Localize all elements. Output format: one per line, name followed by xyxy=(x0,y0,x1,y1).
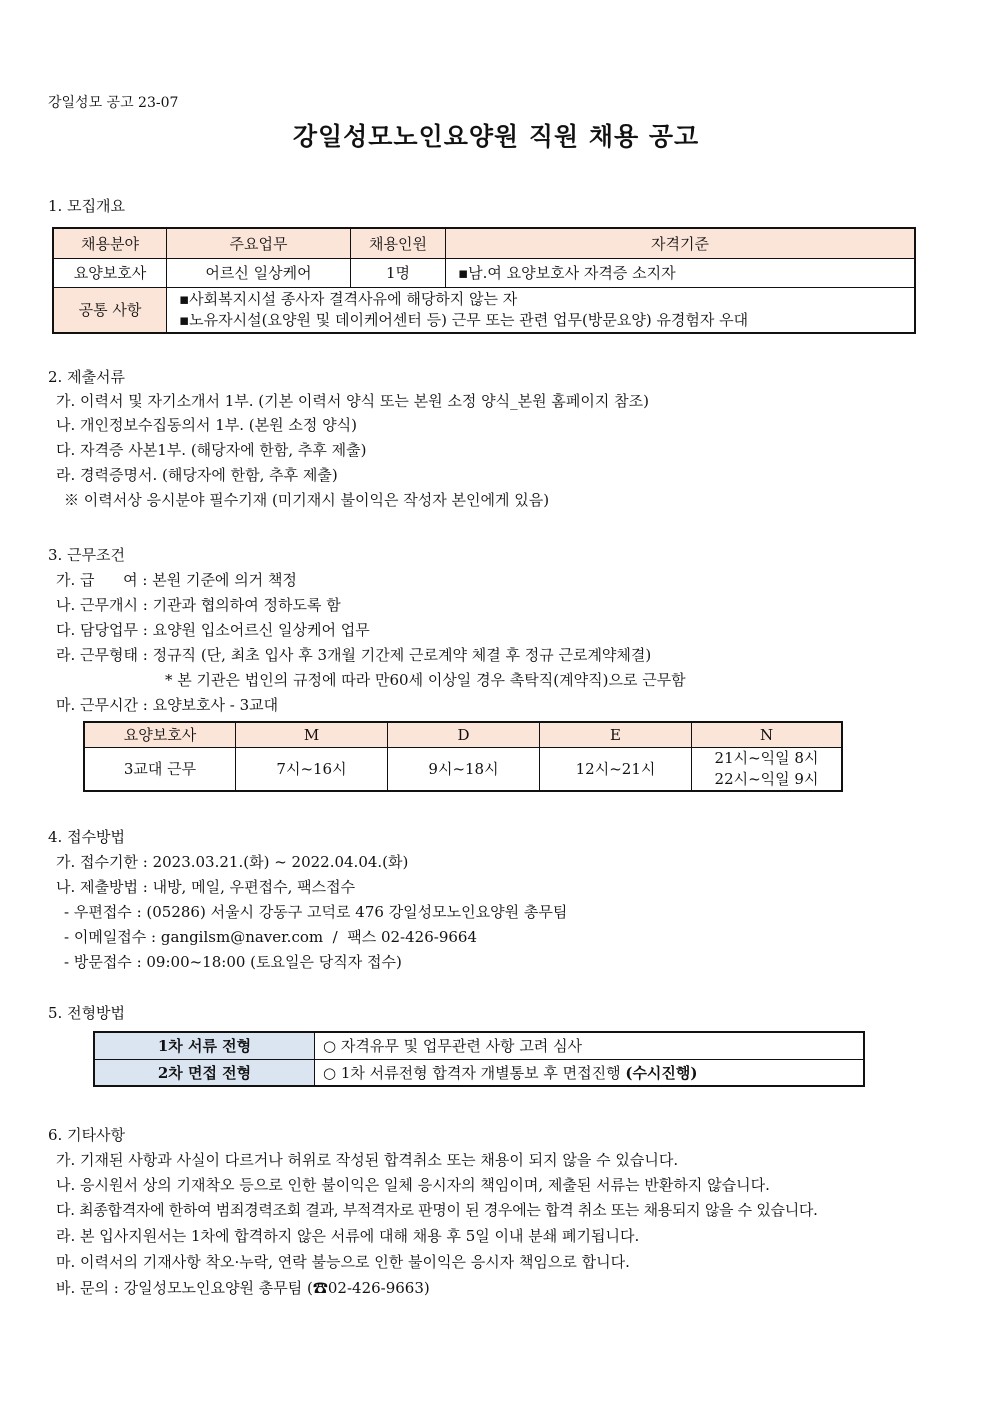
stage-desc-text: ○ 1차 서류전형 합격자 개별통보 후 면접진행 xyxy=(323,1063,626,1082)
stage-desc xyxy=(315,1032,865,1059)
common-label: 공통 사항 xyxy=(53,287,167,333)
list-item: 라. 본 입사지원서는 1차에 합격하지 않은 서류에 대해 채용 후 5일 이내 분쇄 폐기됩니다. xyxy=(56,1227,640,1245)
list-item: - 방문접수 : 09:00~18:00 (토요일은 당직자 접수) xyxy=(64,953,402,971)
table-row xyxy=(53,258,915,287)
list-item: 라. 경력증명서. (해당자에 한함, 추후 제출) xyxy=(56,466,338,484)
shift-m: 7시~16시 xyxy=(236,747,388,791)
list-item: 가. 접수기한 : 2023.03.21.(화) ~ 2022.04.04.(화) xyxy=(56,853,409,871)
shift-n-line: 22시~익일 9시 xyxy=(714,769,819,788)
list-item: 다. 최종합격자에 한하여 범죄경력조회 결과, 부적격자로 판명이 된 경우에는 합격 취소 또는 채용되지 않을 수 있습니다. xyxy=(56,1201,818,1219)
section-2-heading: 2. 제출서류 xyxy=(48,368,126,386)
table-row xyxy=(94,1032,864,1059)
table-header-row xyxy=(84,722,842,747)
section-3-heading: 3. 근무조건 xyxy=(48,546,126,564)
list-item: 나. 근무개시 : 기관과 협의하여 정하도록 함 xyxy=(56,596,341,614)
recruitment-overview-table xyxy=(52,227,916,334)
list-item: 라. 근무형태 : 정규직 (단, 최초 입사 후 3개월 기간제 근로계약 체결 후 정규 근로계약체결) xyxy=(56,646,652,664)
list-item: 다. 담당업무 : 요양원 입소어르신 일상케어 업무 xyxy=(56,621,370,639)
shift-header-label: 요양보호사 xyxy=(84,722,236,747)
cell-duty: 어르신 일상케어 xyxy=(167,258,351,287)
cell-count: 1명 xyxy=(351,258,446,287)
list-item: 마. 이력서의 기재사항 착오·누락, 연락 불능으로 인한 불이익은 응시자 책임으로 합니다. xyxy=(56,1253,630,1271)
page-title: 강일성모노인요양원 직원 채용 공고 xyxy=(292,122,700,151)
note-text: * 본 기관은 법인의 규정에 따라 만60세 이상일 경우 촉탁직(계약직)으로 근무함 xyxy=(165,671,686,689)
shift-table xyxy=(83,721,843,792)
shift-header-d: D xyxy=(388,722,540,747)
section-5-heading: 5. 전형방법 xyxy=(48,1004,126,1022)
common-row xyxy=(53,287,915,333)
stage-label: 1차 서류 전형 xyxy=(94,1032,315,1059)
selection-table xyxy=(93,1031,865,1087)
header-count: 채용인원 xyxy=(351,228,446,258)
notice-number: 강일성모 공고 23-07 xyxy=(48,95,179,111)
list-item: 가. 급 여 : 본원 기준에 의거 책정 xyxy=(56,571,297,589)
table-header-row xyxy=(53,228,915,258)
shift-header-m: M xyxy=(236,722,388,747)
stage-desc-text: ○ 자격유무 및 업무관련 사항 고려 심사 xyxy=(323,1037,583,1056)
section-1-heading: 1. 모집개요 xyxy=(48,197,126,215)
list-item: 마. 근무시간 : 요양보호사 - 3교대 xyxy=(56,696,279,714)
common-item: ▪사회복지시설 종사자 결격사유에 해당하지 않는 자 xyxy=(179,289,518,308)
stage-desc xyxy=(315,1059,865,1086)
stage-desc-emphasis: (수시진행) xyxy=(625,1063,698,1082)
shift-e: 12시~21시 xyxy=(540,747,692,791)
list-item: 가. 이력서 및 자기소개서 1부. (기본 이력서 양식 또는 본원 소정 양식_본원 홈페이지 참조) xyxy=(56,392,649,410)
shift-d: 9시~18시 xyxy=(388,747,540,791)
common-item: ▪노유자시설(요양원 및 데이케어센터 등) 근무 또는 관련 업무(방문요양) 유경험자 우대 xyxy=(179,310,749,329)
list-item: 나. 응시원서 상의 기재착오 등으로 인한 불이익은 일체 응시자의 책임이며, 제출된 서류는 반환하지 않습니다. xyxy=(56,1176,770,1194)
stage-label: 2차 면접 전형 xyxy=(94,1059,315,1086)
section-4-heading: 4. 접수방법 xyxy=(48,828,126,846)
list-item: 나. 제출방법 : 내방, 메일, 우편접수, 팩스접수 xyxy=(56,878,356,896)
table-row xyxy=(94,1059,864,1086)
contact-line: 바. 문의 : 강일성모노인요양원 총무팀 (☎02-426-9663) xyxy=(56,1279,430,1297)
cell-qualification: ▪남.여 요양보호사 자격증 소지자 xyxy=(446,258,916,287)
section-6-heading: 6. 기타사항 xyxy=(48,1126,126,1144)
shift-header-n: N xyxy=(692,722,843,747)
list-item: 다. 자격증 사본1부. (해당자에 한함, 추후 제출) xyxy=(56,441,367,459)
shift-header-e: E xyxy=(540,722,692,747)
shift-n xyxy=(692,747,843,791)
shift-label: 3교대 근무 xyxy=(84,747,236,791)
note-text: ※ 이력서상 응시분야 필수기재 (미기재시 불이익은 작성자 본인에게 있음) xyxy=(64,491,550,509)
list-item: 가. 기재된 사항과 사실이 다르거나 허위로 작성된 합격취소 또는 채용이 되지 않을 수 있습니다. xyxy=(56,1151,679,1169)
table-row xyxy=(84,747,842,791)
list-item: 나. 개인정보수집동의서 1부. (본원 소정 양식) xyxy=(56,416,357,434)
common-items xyxy=(167,287,916,333)
cell-field: 요양보호사 xyxy=(53,258,167,287)
header-field: 채용분야 xyxy=(53,228,167,258)
list-item: - 우편접수 : (05286) 서울시 강동구 고덕로 476 강일성모노인요양원 총무팀 xyxy=(64,903,568,921)
shift-n-line: 21시~익일 8시 xyxy=(714,748,819,767)
list-item: - 이메일접수 : gangilsm@naver.com / 팩스 02-426-9664 xyxy=(64,928,478,946)
header-qualification: 자격기준 xyxy=(446,228,916,258)
header-duty: 주요업무 xyxy=(167,228,351,258)
